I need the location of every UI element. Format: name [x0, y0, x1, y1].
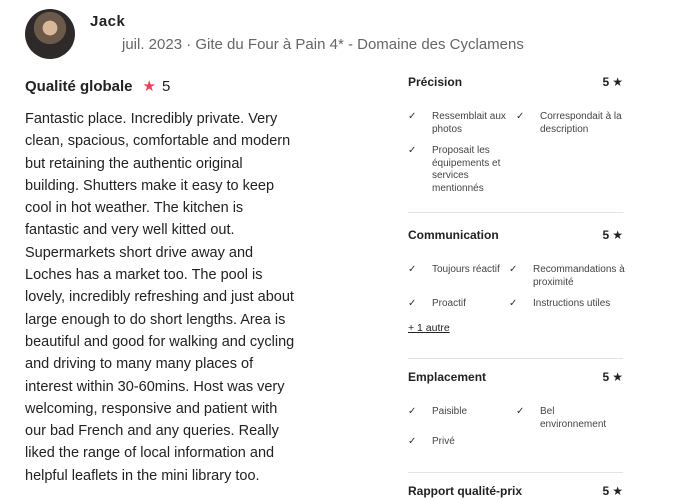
check-icon: ✓	[509, 264, 518, 275]
check-icon: ✓	[509, 298, 518, 309]
list-item: ✓ Toujours réactif	[408, 264, 500, 275]
divider	[408, 472, 623, 473]
star-icon: ★	[142, 78, 156, 95]
score-value: 5	[602, 484, 610, 498]
score-value: 5	[602, 75, 610, 89]
list-item: ✓ Bel environnement	[516, 406, 607, 430]
overall-rating	[25, 77, 170, 95]
star-icon: ★	[612, 484, 623, 498]
list-item: ✓ Proposait les équipements et services mentionnés	[408, 145, 501, 194]
score-value: 5	[602, 370, 610, 384]
category-score	[603, 484, 623, 498]
list-item: ✓ Correspondait à la description	[516, 111, 622, 135]
category-precision	[408, 75, 623, 201]
check-icon: ✓	[516, 111, 525, 122]
review-meta: juil. 2023 · Gite du Four à Pain 4* - Domaine des Cyclamens	[122, 36, 524, 53]
divider	[408, 358, 623, 359]
overall-label: Qualité globale	[25, 77, 133, 95]
category-score	[603, 228, 623, 242]
list-item: ✓ Privé	[408, 436, 455, 447]
category-title: Emplacement	[408, 370, 487, 384]
star-icon: ★	[612, 370, 623, 384]
category-value	[408, 484, 623, 498]
list-item: ✓ Proactif	[408, 298, 466, 309]
overall-score: 5	[161, 77, 171, 95]
list-item: ✓ Instructions utiles	[509, 298, 611, 309]
category-communication	[408, 228, 623, 354]
review-text: Fantastic place. Incredibly private. Very clean, spacious, comfortable and modern but retaining the authentic original building. Shutters make it easy to keep cool in hot weather. The kitchen is fantastic and very well kitted out. Supermarkets short drive away and Loches has a market too. The pool is lovely, incredibly refreshing and just about large enough to do short lengths. Area is beautiful and good for walking and cycling and driving to many many places of interest within 30-60mins. Host was very welcoming, responsive and patient with our bad French and any queries. Really liked the range of local information and helpful leaflets in the mini library too.	[25, 111, 295, 484]
check-icon: ✓	[516, 406, 525, 417]
list-item: ✓ Ressemblait aux photos	[408, 111, 506, 135]
list-item: ✓ Recommandations à proximité	[509, 264, 625, 288]
divider	[408, 212, 623, 213]
check-icon: ✓	[408, 436, 417, 447]
category-location	[408, 370, 623, 496]
check-icon: ✓	[408, 298, 417, 309]
list-item: ✓ Paisible	[408, 406, 468, 417]
check-icon: ✓	[408, 406, 417, 417]
category-score	[603, 75, 623, 89]
star-icon: ★	[612, 75, 623, 89]
check-icon: ✓	[408, 111, 417, 122]
score-value: 5	[602, 228, 610, 242]
check-icon: ✓	[408, 145, 417, 156]
check-icon: ✓	[408, 264, 417, 275]
avatar[interactable]	[25, 9, 75, 59]
category-title: Rapport qualité-prix	[408, 484, 523, 498]
category-score	[603, 370, 623, 384]
category-title: Précision	[408, 75, 463, 89]
reviewer-name: Jack	[90, 13, 126, 30]
category-title: Communication	[408, 228, 499, 242]
star-icon: ★	[612, 228, 623, 242]
more-link[interactable]: + 1 autre	[408, 322, 450, 334]
